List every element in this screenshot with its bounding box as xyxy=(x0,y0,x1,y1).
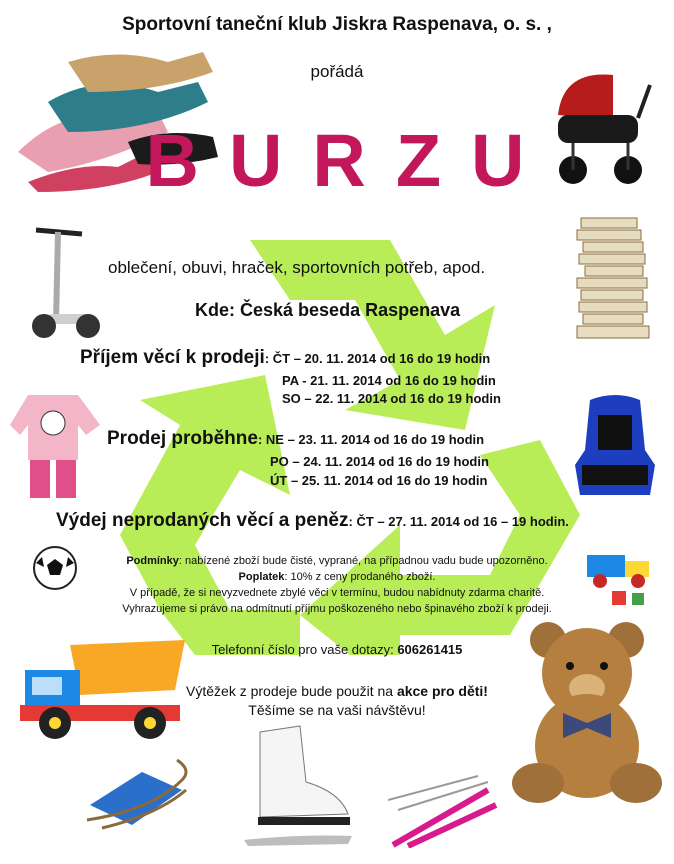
sale-date-1: : NE – 23. 11. 2014 od 16 do 19 hodin xyxy=(257,432,485,447)
fee-label: Poplatek xyxy=(238,571,285,583)
intake-label: Příjem věcí k prodeji xyxy=(80,347,265,368)
skis-icon xyxy=(388,770,498,848)
organizer-title: Sportovní taneční klub Jiskra Raspenava, o. s. , xyxy=(122,14,552,35)
intake-date-2: PA - 21. 11. 2014 od 16 do 19 hodin xyxy=(282,373,496,388)
conditions-line-3: V případě, že si nevyzvednete zbylé věci v termínu, budou nabídnuty zdarma charitě. xyxy=(129,587,545,599)
venue: Kde: Česká beseda Raspenava xyxy=(195,300,461,320)
conditions-line-4: Vyhrazujeme si právo na odmítnutí příjmu poškozeného nebo špinavého zboží k prodeji. xyxy=(122,603,552,615)
items-list: oblečení, obuvi, hraček, sportovních potřeb, apod. xyxy=(108,258,486,277)
conditions-label: Podmínky xyxy=(126,555,179,567)
note-text: Výtěžek z prodeje bude použit na xyxy=(186,683,397,699)
phone-number: 606261415 xyxy=(397,642,463,657)
books-icon xyxy=(575,214,655,348)
note-bold: akce pro děti! xyxy=(396,683,488,699)
payout-line xyxy=(56,510,569,532)
conditions-line-2 xyxy=(0,569,674,585)
note-line-2: Těšíme se na vaši návštěvu! xyxy=(248,702,426,718)
intake-date-3: SO – 22. 11. 2014 od 16 do 19 hodin xyxy=(282,391,501,406)
conditions-block xyxy=(0,553,674,617)
payout-label: Výdej neprodaných věcí a peněz xyxy=(56,510,349,531)
sale-date-2: PO – 24. 11. 2014 od 16 do 19 hodin xyxy=(270,454,489,469)
sweater-icon xyxy=(8,385,103,500)
sale-line xyxy=(107,428,484,450)
sled-icon xyxy=(82,750,190,832)
sale-date-3: ÚT – 25. 11. 2014 od 16 do 19 hodin xyxy=(270,473,488,488)
phone-label: Telefonní číslo pro vaše dotazy: xyxy=(211,642,398,657)
note-line-1 xyxy=(0,682,674,701)
organizes-label: pořádá xyxy=(310,62,364,81)
scooter-icon xyxy=(30,222,100,344)
fee-text: : 10% z ceny prodaného zboží. xyxy=(284,571,436,583)
closing-note xyxy=(0,682,674,720)
car-seat-icon xyxy=(570,390,660,500)
headline: BURZU xyxy=(145,119,555,202)
intake-date-1: : ČT – 20. 11. 2014 od 16 do 19 hodin xyxy=(264,351,491,366)
conditions-line-1 xyxy=(0,553,674,569)
intake-line xyxy=(80,347,490,369)
skate-icon xyxy=(240,722,358,850)
sale-label: Prodej proběhne xyxy=(107,428,258,449)
payout-date: : ČT – 27. 11. 2014 od 16 – 19 hodin. xyxy=(348,514,569,529)
phone-line xyxy=(0,642,674,657)
conditions-text: : nabízené zboží bude čisté, vyprané, na případnou vadu bude upozorněno. xyxy=(178,555,548,567)
